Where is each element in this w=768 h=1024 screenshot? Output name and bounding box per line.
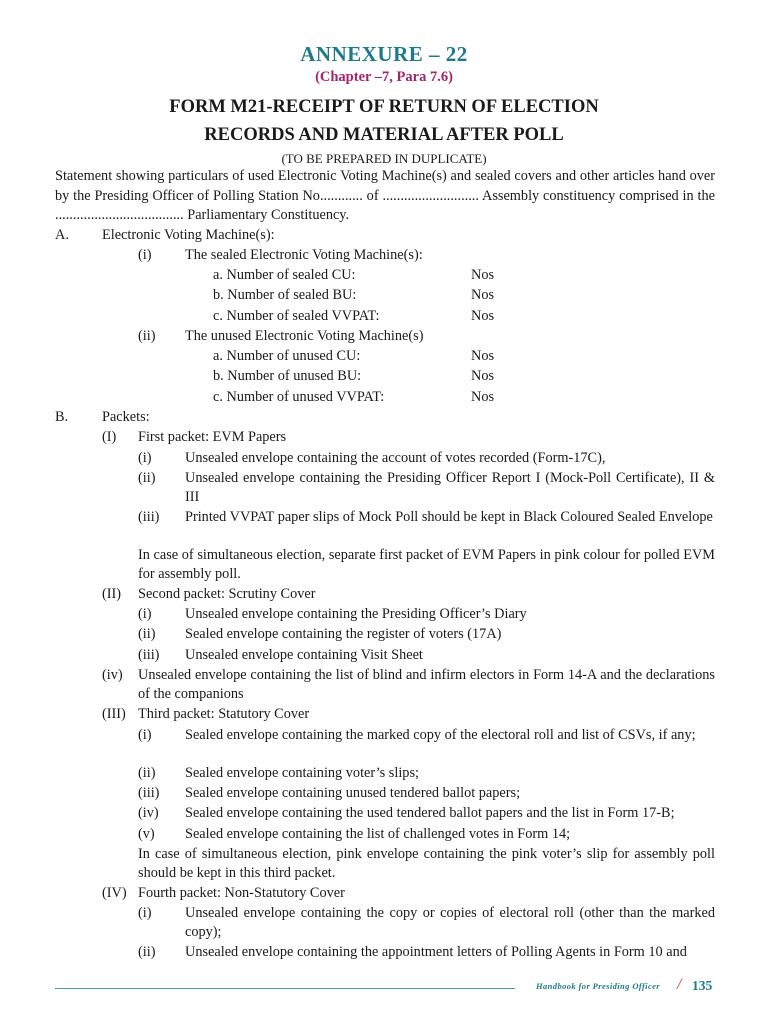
- p3-item-text: Sealed envelope containing voter’s slips;: [185, 765, 419, 781]
- unused-cu-label: a. Number of unused CU:: [213, 348, 361, 364]
- p3-item-marker: (ii): [138, 765, 156, 781]
- p2-item-marker: (iii): [138, 647, 160, 663]
- p4-item-marker: (i): [138, 905, 152, 921]
- sealed-cu-unit: Nos: [471, 267, 495, 283]
- p1-item-text: Printed VVPAT paper slips of Mock Poll should be kept in Black Coloured Sealed Envelope: [185, 509, 713, 525]
- section-b-title: Packets:: [102, 409, 150, 425]
- packet-2-title: Second packet: Scrutiny Cover: [138, 586, 316, 602]
- footer-rule: [55, 988, 515, 989]
- p4-item-text: Unsealed envelope containing the appointment letters of Polling Agents in Form 10 and: [185, 944, 687, 960]
- iv-marker: (iv): [102, 667, 123, 683]
- packet-1-title: First packet: EVM Papers: [138, 429, 287, 445]
- sealed-vvpat-unit: Nos: [471, 308, 495, 324]
- footer-handbook-title: Handbook for Presiding Officer: [536, 981, 660, 991]
- section-a-sub2-marker: (ii): [138, 328, 156, 344]
- p3-item-marker: (iv): [138, 805, 159, 821]
- p2-item-text: Unsealed envelope containing Visit Sheet: [185, 647, 423, 663]
- form-title-line2: RECORDS AND MATERIAL AFTER POLL: [204, 125, 564, 145]
- sealed-bu-unit: Nos: [471, 287, 495, 303]
- p1-item-marker: (iii): [138, 509, 160, 525]
- p3-item-text: Sealed envelope containing unused tendered ballot papers;: [185, 785, 521, 801]
- section-b-marker: B.: [55, 409, 69, 425]
- sealed-bu-label: b. Number of sealed BU:: [213, 287, 357, 303]
- packet-3-title: Third packet: Statutory Cover: [138, 706, 310, 722]
- p3-item-text: Sealed envelope containing the used tendered ballot papers and the list in Form 17-B;: [185, 805, 675, 821]
- packet-2-marker: (II): [102, 586, 122, 602]
- p2-item-text: Sealed envelope containing the register of voters (17A): [185, 626, 502, 642]
- p1-item-text: Unsealed envelope containing the Presiding Officer Report I (Mock-Poll Certificate), II & III: [185, 470, 715, 505]
- p1-item-text: Unsealed envelope containing the account of votes recorded (Form-17C),: [185, 450, 606, 466]
- annexure-heading: ANNEXURE – 22: [300, 42, 468, 66]
- p1-item-marker: (ii): [138, 470, 156, 486]
- packet-3-marker: (III): [102, 706, 126, 722]
- duplicate-note: (TO BE PREPARED IN DUPLICATE): [281, 151, 487, 166]
- intro-paragraph: Statement showing particulars of used Electronic Voting Machine(s) and sealed covers and other articles hand over by the Presiding Officer of Polling Station No............ of ........................... Assembly constituency comprised in the .................................... Parliamentary Constituency.: [55, 168, 715, 223]
- unused-vvpat-unit: Nos: [471, 389, 495, 405]
- p3-item-text: Sealed envelope containing the marked copy of the electoral roll and list of CSVs, if any;: [185, 727, 696, 743]
- p2-item-text: Unsealed envelope containing the Presiding Officer’s Diary: [185, 606, 527, 622]
- section-a-sub1-title: The sealed Electronic Voting Machine(s):: [185, 247, 423, 263]
- p1-note: In case of simultaneous election, separate first packet of EVM Papers in pink colour for polled EVM for assembly poll.: [138, 547, 715, 582]
- p4-item-text: Unsealed envelope containing the copy or copies of electoral roll (other than the marked copy);: [185, 905, 715, 940]
- unused-bu-unit: Nos: [471, 368, 495, 384]
- unused-cu-unit: Nos: [471, 348, 495, 364]
- p3-item-text: Sealed envelope containing the list of challenged votes in Form 14;: [185, 826, 571, 842]
- section-a-sub2-title: The unused Electronic Voting Machine(s): [185, 328, 424, 344]
- packet-4-marker: (IV): [102, 885, 127, 901]
- footer-separator: /: [677, 976, 682, 993]
- form-title-line1: FORM M21-RECEIPT OF RETURN OF ELECTION: [169, 97, 599, 117]
- packet-1-marker: (I): [102, 429, 117, 445]
- p2-item-marker: (i): [138, 606, 152, 622]
- section-a-marker: A.: [55, 227, 69, 243]
- p3-item-marker: (iii): [138, 785, 160, 801]
- packet-4-title: Fourth packet: Non-Statutory Cover: [138, 885, 345, 901]
- p1-item-marker: (i): [138, 450, 152, 466]
- p3-note: In case of simultaneous election, pink envelope containing the pink voter’s slip for assembly poll should be kept in this third packet.: [138, 846, 715, 881]
- unused-bu-label: b. Number of unused BU:: [213, 368, 362, 384]
- section-a-title: Electronic Voting Machine(s):: [102, 227, 275, 243]
- p3-item-marker: (i): [138, 727, 152, 743]
- iv-text: Unsealed envelope containing the list of blind and infirm electors in Form 14-A and the declarations of the companions: [138, 667, 715, 702]
- p2-item-marker: (ii): [138, 626, 156, 642]
- page-number: 135: [692, 978, 713, 993]
- p3-item-marker: (v): [138, 826, 155, 842]
- chapter-reference: (Chapter –7, Para 7.6): [315, 69, 453, 85]
- p4-item-marker: (ii): [138, 944, 156, 960]
- sealed-vvpat-label: c. Number of sealed VVPAT:: [213, 308, 380, 324]
- sealed-cu-label: a. Number of sealed CU:: [213, 267, 356, 283]
- unused-vvpat-label: c. Number of unused VVPAT:: [213, 389, 385, 405]
- section-a-sub1-marker: (i): [138, 247, 152, 263]
